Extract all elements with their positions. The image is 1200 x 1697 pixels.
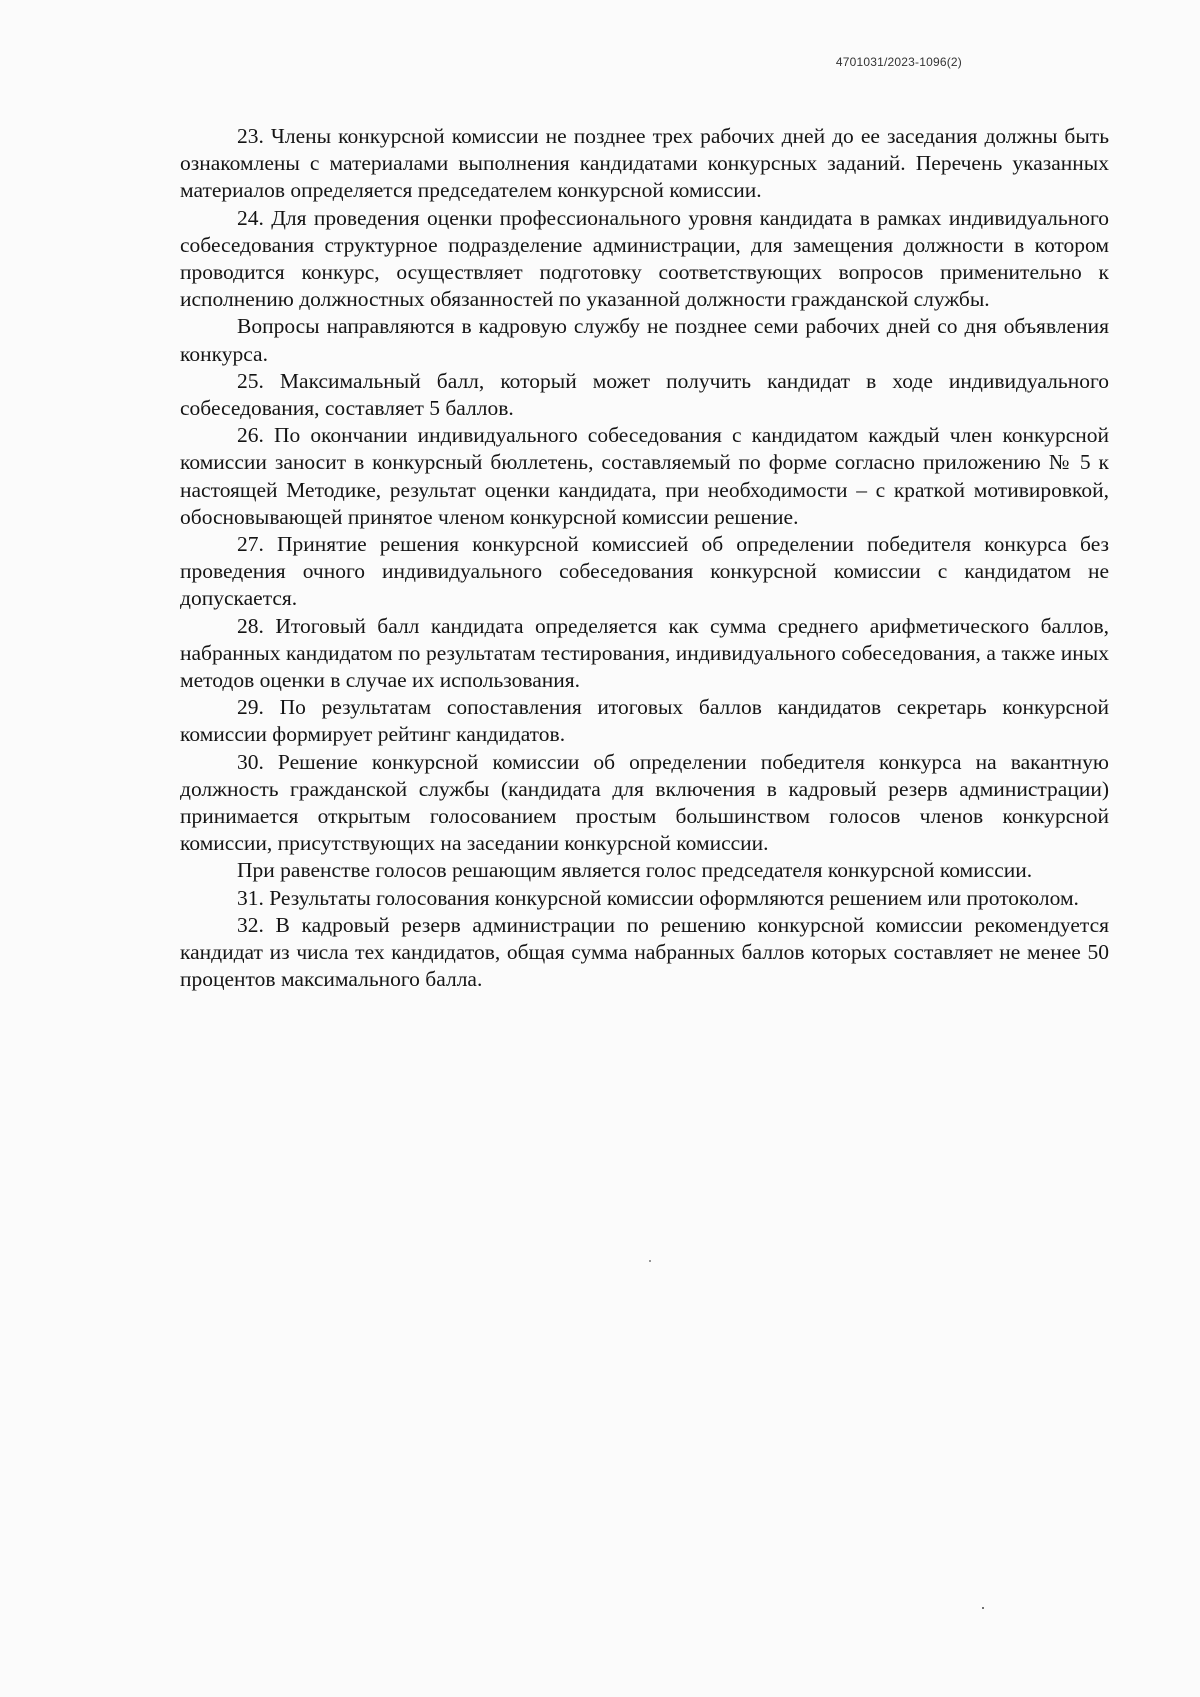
paragraph-24-questions: Вопросы направляются в кадровую службу не позднее семи рабочих дней со дня объявления конкурса. xyxy=(180,314,1109,366)
paragraph-31: 31. Результаты голосования конкурсной комиссии оформляются решением или протоколом. xyxy=(237,885,1079,910)
paragraph-25: 25. Максимальный балл, который может получить кандидат в ходе индивидуального собеседования, составляет 5 баллов. xyxy=(180,368,1109,421)
document-body xyxy=(180,123,1109,994)
scan-speck xyxy=(649,1260,651,1262)
paragraph-23: 23. Члены конкурсной комиссии не позднее трех рабочих дней до ее заседания должны быть ознакомлены с материалами выполнения кандидатами конкурсных заданий. Перечень указанных материалов определяется председателем конкурсной комиссии. xyxy=(180,124,1109,203)
paragraph-26: 26. По окончании индивидуального собеседования с кандидатом каждый член конкурсной комиссии заносит в конкурсный бюллетень, составляемый по форме согласно приложению № 5 к настоящей Методике, результат оценки кандидата, при необходимости – с краткой мотивировкой, обосновывающей принятое членом конкурсной комиссии решение. xyxy=(180,423,1109,529)
document-number: 4701031/2023-1096(2) xyxy=(835,55,962,69)
paragraph-29: 29. По результатам сопоставления итоговых баллов кандидатов секретарь конкурсной комиссии формирует рейтинг кандидатов. xyxy=(180,695,1109,747)
paragraph-24: 24. Для проведения оценки профессионального уровня кандидата в рамках индивидуального собеседования структурное подразделение администрации, для замещения должности в котором проводится конкурс, осуществляет подготовку соответствующих вопросов применительно к исполнению должностных обязанностей по указанной должности гражданской службы. xyxy=(180,205,1109,312)
scan-speck xyxy=(982,1607,984,1609)
paragraph-27: 27. Принятие решения конкурсной комиссией об определении победителя конкурса без проведения очного индивидуального собеседования конкурсной комиссии с кандидатом не допускается. xyxy=(180,532,1109,611)
paragraph-30-tie-vote: При равенстве голосов решающим является голос председателя конкурсной комиссии. xyxy=(237,858,1033,883)
paragraph-32: 32. В кадровый резерв администрации по решению конкурсной комиссии рекомендуется кандидат из числа тех кандидатов, общая сумма набранных баллов которых составляет не менее 50 процентов максимального балла. xyxy=(180,912,1109,992)
paragraph-30: 30. Решение конкурсной комиссии об определении победителя конкурса на вакантную должность гражданской службы (кандидата для включения в кадровый резерв администрации) принимается открытым голосованием простым большинством голосов членов конкурсной комиссии, присутствующих на заседании конкурсной комиссии. xyxy=(180,749,1109,856)
paragraph-28: 28. Итоговый балл кандидата определяется как сумма среднего арифметического баллов, набранных кандидатом по результатам тестирования, индивидуального собеседования, а также иных методов оценки в случае их использования. xyxy=(180,613,1109,693)
